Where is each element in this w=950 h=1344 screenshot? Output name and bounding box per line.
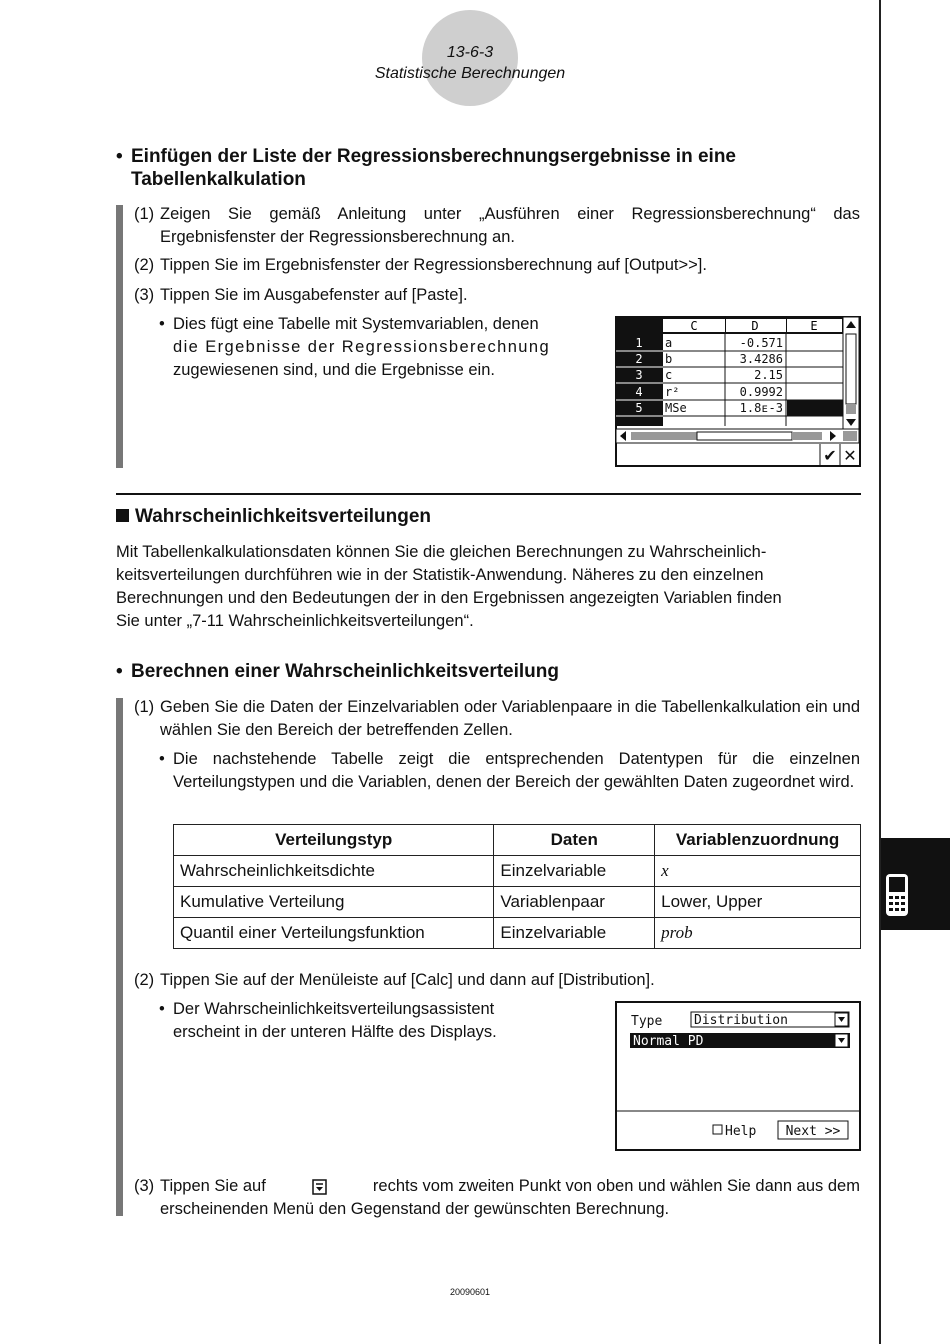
row-number: 3 bbox=[635, 368, 643, 382]
footer-code: 20090601 bbox=[449, 1287, 491, 1297]
section1-step1 bbox=[134, 203, 860, 249]
step-text: Tippen Sie auf der Menüleiste auf [Calc] und dann auf [Distribution]. bbox=[160, 971, 655, 989]
type-select[interactable] bbox=[691, 1012, 849, 1028]
section1-step3 bbox=[134, 284, 860, 307]
section1-bullet: • bbox=[116, 146, 123, 167]
paragraph-line: Sie unter „7-11 Wahrscheinlichkeitsverteilungen“. bbox=[116, 612, 474, 630]
table-header: Variablenzuordnung bbox=[655, 825, 861, 856]
row-number: 1 bbox=[635, 336, 643, 350]
distribution-table bbox=[173, 824, 861, 949]
distribution-select-value: Normal PD bbox=[633, 1034, 704, 1049]
margin-rule bbox=[879, 0, 881, 1344]
table-cell: x bbox=[655, 856, 861, 887]
cell-d2: 3.4286 bbox=[739, 352, 783, 366]
chapter-title: Statistische Berechnungen bbox=[374, 65, 566, 82]
section1-title-line2: Tabellenkalkulation bbox=[131, 169, 306, 190]
type-label: Type bbox=[631, 1014, 663, 1029]
note-bullet: • bbox=[159, 315, 165, 333]
note-text bbox=[173, 998, 579, 1044]
section1-title bbox=[131, 145, 861, 191]
step-number: (2) bbox=[134, 971, 155, 989]
row-number: 4 bbox=[635, 385, 643, 399]
cell-c3: c bbox=[665, 368, 673, 382]
step-number: (3) bbox=[134, 286, 155, 304]
table-cell: prob bbox=[655, 918, 861, 949]
step-number: (3) bbox=[134, 1177, 155, 1195]
vertical-scrollbar[interactable] bbox=[843, 317, 859, 429]
note-line: die Ergebnisse der Regressionsberechnung bbox=[173, 338, 551, 356]
table-cell: Einzelvariable bbox=[494, 918, 655, 949]
section1-step2 bbox=[134, 254, 860, 277]
table-cell: Kumulative Verteilung bbox=[174, 887, 494, 918]
section1-note bbox=[159, 313, 585, 383]
note-line: Dies fügt eine Tabelle mit Systemvariablen, denen bbox=[173, 315, 539, 333]
section3-note1 bbox=[159, 748, 860, 817]
col-header-e: E bbox=[810, 319, 818, 333]
col-header-d: D bbox=[751, 319, 759, 333]
note-text bbox=[173, 313, 585, 382]
table-header: Verteilungstyp bbox=[174, 825, 494, 856]
step-bar bbox=[116, 698, 123, 1216]
dropdown-button-icon bbox=[312, 1179, 327, 1195]
section3-bullet: • bbox=[116, 661, 123, 682]
cell-c1: a bbox=[665, 336, 673, 350]
paragraph-line: Berechnungen und den Bedeutungen der in den Ergebnissen angezeigten Variablen finden bbox=[116, 589, 782, 607]
table-header: Daten bbox=[494, 825, 655, 856]
next-button[interactable] bbox=[778, 1121, 848, 1139]
help-label: Help bbox=[725, 1124, 757, 1139]
step3-line2: erscheinenden Menü den Gegenstand der gewünschten Berechnung. bbox=[160, 1200, 670, 1218]
table-cell: Einzelvariable bbox=[494, 856, 655, 887]
table-cell: Lower, Upper bbox=[655, 887, 861, 918]
step-bar bbox=[116, 205, 123, 468]
note-bullet: • bbox=[159, 750, 165, 768]
table-row bbox=[174, 887, 861, 918]
calculator-icon bbox=[885, 873, 909, 917]
table-cell: Quantil einer Verteilungsfunktion bbox=[174, 918, 494, 949]
spreadsheet-screenshot bbox=[615, 316, 861, 467]
section3-note2 bbox=[159, 998, 579, 1044]
table-header-row bbox=[174, 825, 861, 856]
page-number: 13-6-3 bbox=[446, 44, 494, 61]
table-row bbox=[174, 918, 861, 949]
section-divider bbox=[116, 493, 861, 495]
next-button-label: Next >> bbox=[785, 1124, 841, 1139]
cell-d4: 0.9992 bbox=[739, 385, 783, 399]
section2-heading bbox=[116, 505, 431, 529]
distribution-select[interactable] bbox=[630, 1033, 850, 1049]
note-line: Der Wahrscheinlichkeitsverteilungsassistent bbox=[173, 1000, 495, 1018]
section3-step1 bbox=[134, 696, 860, 742]
cell-d5: 1.8ᴇ-3 bbox=[739, 401, 783, 415]
section1-title-line1: Einfügen der Liste der Regressionsberechnungsergebnisse in eine bbox=[131, 146, 736, 167]
paragraph-line: Mit Tabellenkalkulationsdaten können Sie die gleichen Berechnungen zu Wahrscheinlich- bbox=[116, 543, 767, 561]
row-number: 2 bbox=[635, 352, 643, 366]
confirm-icon[interactable]: ✔ bbox=[823, 448, 837, 465]
section3-step3 bbox=[134, 1175, 860, 1221]
table-row bbox=[174, 856, 861, 887]
cell-c4: r² bbox=[665, 385, 680, 399]
step3-text-before: Tippen Sie auf bbox=[160, 1177, 266, 1195]
section3-step2 bbox=[134, 969, 860, 992]
page-header bbox=[320, 42, 620, 84]
step3-line1 bbox=[160, 1175, 860, 1198]
type-select-value: Distribution bbox=[694, 1013, 788, 1028]
table-cell: Variablenpaar bbox=[494, 887, 655, 918]
cell-d1: -0.571 bbox=[739, 336, 783, 350]
cancel-icon[interactable]: ✕ bbox=[843, 448, 857, 465]
cell-c5: MSe bbox=[665, 401, 687, 415]
step-text: Geben Sie die Daten der Einzelvariablen oder Variablenpaare in die Tabellenkalkulation ein und wählen Sie den Bereich der betreffenden Zellen. bbox=[160, 698, 860, 739]
note-bullet: • bbox=[159, 1000, 165, 1018]
step-number: (1) bbox=[134, 205, 155, 223]
cell-c2: b bbox=[665, 352, 673, 366]
section3-title: Berechnen einer Wahrscheinlichkeitsverteilung bbox=[131, 661, 559, 682]
note-line: zugewiesenen sind, und die Ergebnisse ein. bbox=[173, 361, 495, 379]
note-text: Die nachstehende Tabelle zeigt die entsprechenden Datentypen für die einzelnen Verteilungstypen und die Variablen, denen der Bereich der gewählten Daten zugeordnet wird. bbox=[173, 750, 860, 791]
table-cell: Wahrscheinlichkeitsdichte bbox=[174, 856, 494, 887]
step-text bbox=[160, 1175, 860, 1221]
step-text: Tippen Sie im Ergebnisfenster der Regressionsberechnung auf [Output>>]. bbox=[160, 256, 707, 274]
horizontal-scrollbar[interactable] bbox=[616, 429, 859, 443]
col-header-c: C bbox=[690, 319, 698, 333]
section2-title: Wahrscheinlichkeitsverteilungen bbox=[135, 506, 431, 527]
distribution-wizard-screenshot bbox=[615, 1001, 861, 1151]
row-number: 5 bbox=[635, 401, 643, 415]
section-square-icon bbox=[116, 509, 129, 522]
step-number: (1) bbox=[134, 698, 155, 716]
step-text: Tippen Sie im Ausgabefenster auf [Paste]. bbox=[160, 286, 468, 304]
paragraph-line: keitsverteilungen durchführen wie in der Statistik-Anwendung. Näheres zu den einzelnen bbox=[116, 566, 764, 584]
step-text: Zeigen Sie gemäß Anleitung unter „Ausführen einer Regressionsberechnung“ das Ergebnisfenster der Regressionsberechnung an. bbox=[160, 205, 860, 246]
section2-paragraph bbox=[116, 541, 861, 633]
note-line: erscheint in der unteren Hälfte des Displays. bbox=[173, 1023, 497, 1041]
step-number: (2) bbox=[134, 256, 155, 274]
step3-text-after: rechts vom zweiten Punkt von oben und wählen Sie dann aus dem bbox=[372, 1177, 860, 1195]
cell-d3: 2.15 bbox=[754, 368, 783, 382]
